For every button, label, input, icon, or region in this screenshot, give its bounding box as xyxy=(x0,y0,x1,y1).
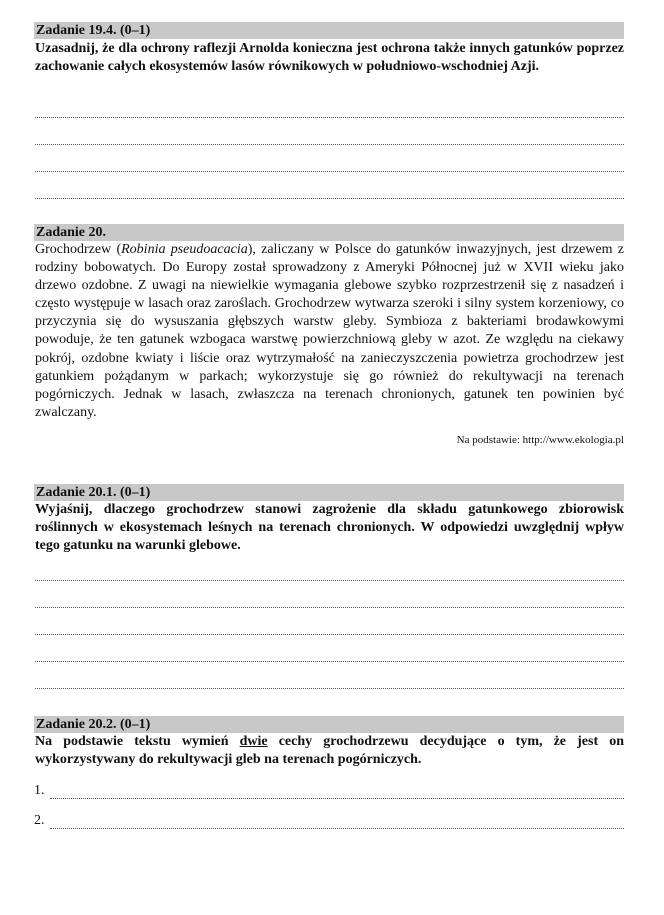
source-citation: Na podstawie: http://www.ekologia.pl xyxy=(456,433,624,446)
task-question: Uzasadnij, że dla ochrony raflezji Arnolda konieczna jest ochrona także innych gatunków poprzez zachowanie całych ekosystemów lasów równikowych w południowo-wschodniej Azji. xyxy=(35,41,624,74)
answer-line[interactable] xyxy=(35,634,624,635)
task-question: Wyjaśnij, dlaczego grochodrzew stanowi zagrożenie dla składu gatunkowego zbiorowisk roślinnych w ekosystemach leśnych na terenach chronionych. W odpowiedzi uwzględnij wpływ tego gatunku na warunki glebowe. xyxy=(35,502,624,553)
task-header: Zadanie 20.1. (0–1) xyxy=(34,484,624,501)
answer-item-2[interactable] xyxy=(34,813,624,829)
answer-line[interactable] xyxy=(35,580,624,581)
answer-line[interactable] xyxy=(50,816,624,829)
answer-list-20-2 xyxy=(34,783,624,829)
task-20 xyxy=(34,224,624,446)
answer-line[interactable] xyxy=(35,198,624,199)
task-19-4 xyxy=(34,22,624,76)
answer-line[interactable] xyxy=(35,171,624,172)
emphasis-underlined: dwie xyxy=(239,734,268,749)
answer-line[interactable] xyxy=(50,786,624,799)
answer-lines-19-4[interactable] xyxy=(34,117,624,199)
answer-item-1[interactable] xyxy=(34,783,624,799)
task-text: Grochodrzew (Robinia pseudoacacia), zaliczany w Polsce do gatunków inwazyjnych, jest drzewem z rodziny bobowatych. Do Europy został sprowadzony z Ameryki Północnej już w XVII wieku jako drzewo ozdobne. Z uwagi na niewielkie wymagania glebowe szybko rozprzestrzenił się z nasadzeń i często występuje w lasach oraz zaroślach. Grochodrzew wytwarza szeroki i silny system korzeniowy, co przyczynia się do wysuszania głębszych warstw gleby. Symbioza z bakteriami brodawkowymi powoduje, że ten gatunek wzbogaca warstwę powierzchniową gleby w azot. Ze względu na ciekawy pokrój, ozdobne kwiaty i liście oraz wytrzymałość na zanieczyszczenia powietrza grochodrzew jest gatunkiem pożądanym w parkach; wykorzystuje się go również do rekultywacji na terenach pogórniczych. Jednak w lasach, zwłaszcza na terenach chronionych, gatunek ten powinien być zwalczany. xyxy=(35,242,624,420)
task-header: Zadanie 20.2. (0–1) xyxy=(34,716,624,733)
task-20-2 xyxy=(34,716,624,769)
answer-line[interactable] xyxy=(35,688,624,689)
answer-lines-20-1[interactable] xyxy=(34,580,624,689)
task-20-1 xyxy=(34,484,624,555)
item-number: 2. xyxy=(34,813,45,828)
task-question: Na podstawie tekstu wymień dwie cechy grochodrzewu decydujące o tym, że jest on wykorzystywany do rekultywacji gleb na terenach pogórniczych. xyxy=(35,734,624,767)
answer-line[interactable] xyxy=(35,607,624,608)
task-header: Zadanie 19.4. (0–1) xyxy=(34,22,624,39)
item-number: 1. xyxy=(34,783,45,798)
answer-line[interactable] xyxy=(35,661,624,662)
task-header: Zadanie 20. xyxy=(34,224,624,241)
latin-name: Robinia pseudoacacia xyxy=(121,242,248,257)
answer-line[interactable] xyxy=(35,144,624,145)
answer-line[interactable] xyxy=(35,117,624,118)
